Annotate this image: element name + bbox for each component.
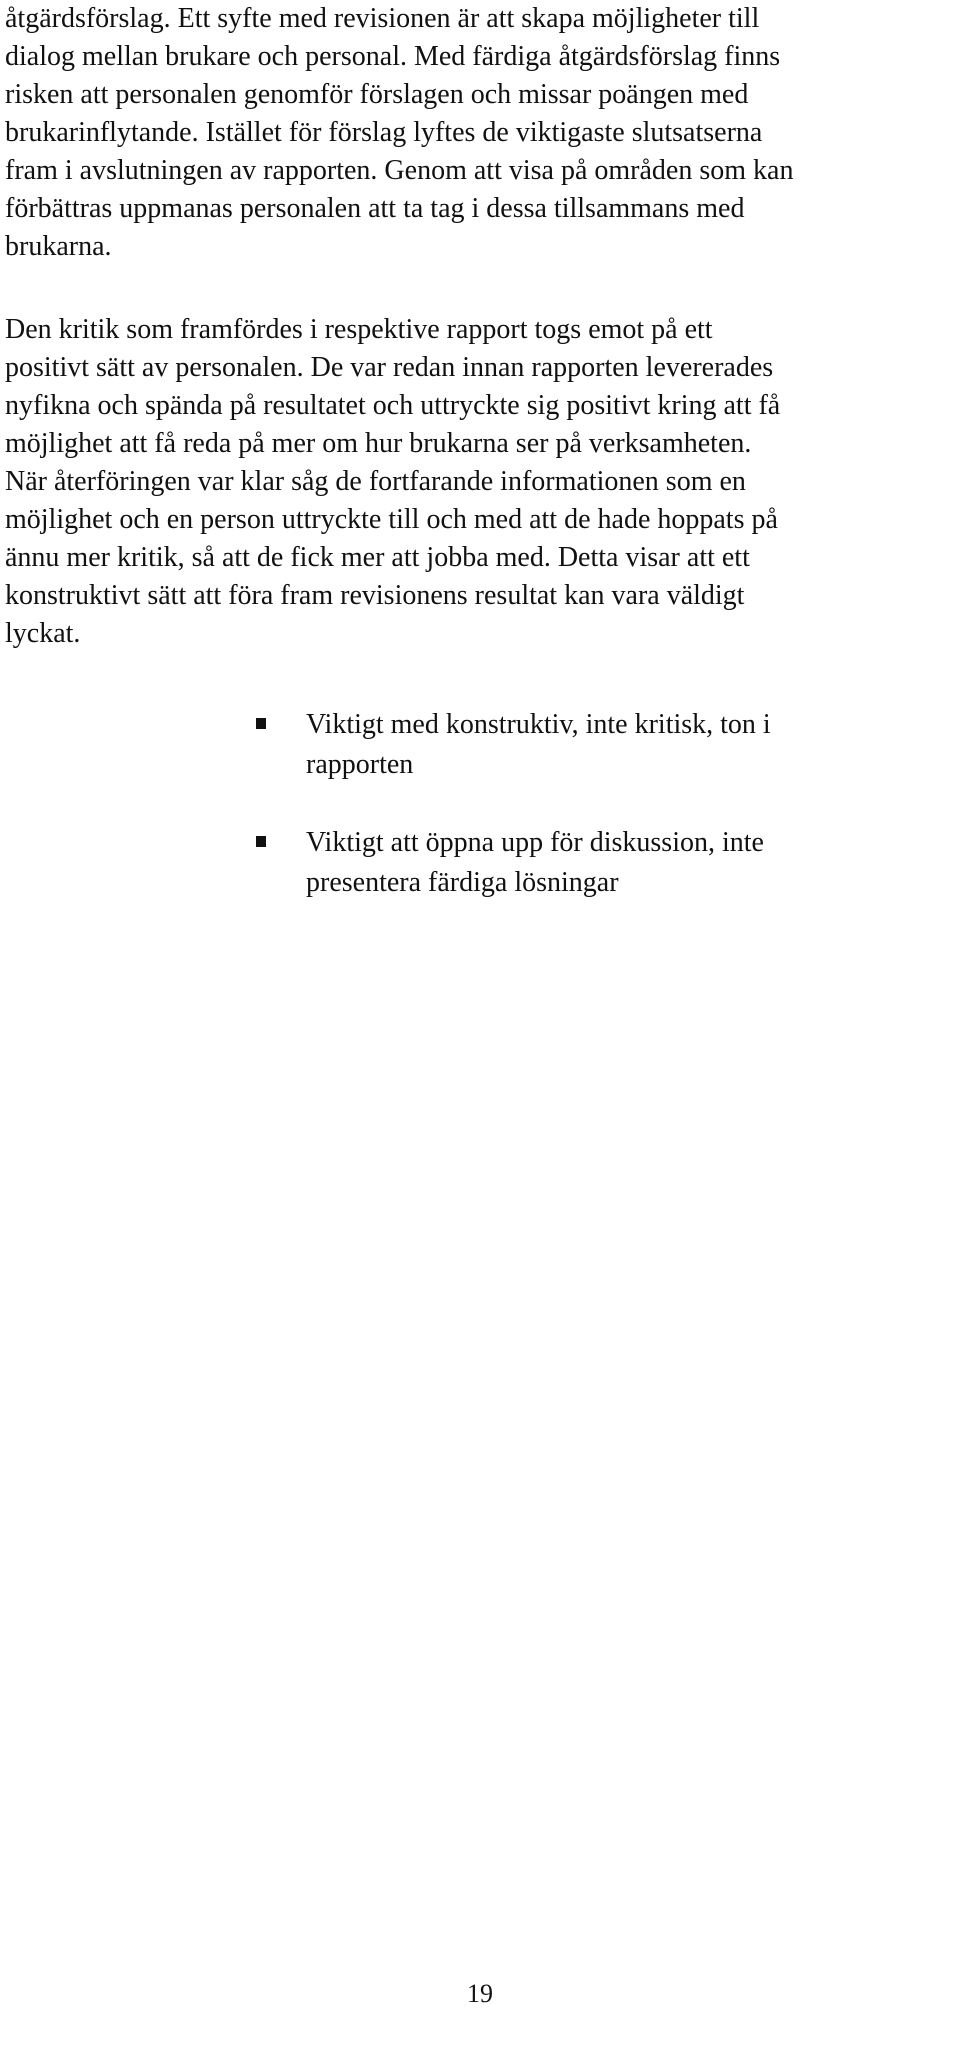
paragraph-line: nyfikna och spända på resultatet och uttryckte sig positivt kring att få: [5, 390, 781, 421]
paragraph-line: åtgärdsförslag. Ett syfte med revisionen är att skapa möjligheter till: [5, 3, 760, 34]
paragraph-line: När återföringen var klar såg de fortfarande informationen som en: [5, 466, 746, 497]
square-bullet-icon: [256, 836, 266, 847]
paragraph-line: lyckat.: [5, 618, 81, 649]
paragraph-line: möjlighet och en person uttryckte till och med att de hade hoppats på: [5, 504, 778, 535]
bullet-line: Viktigt med konstruktiv, inte kritisk, ton i: [306, 709, 771, 740]
paragraph-line: brukarna.: [5, 231, 112, 262]
paragraph-line: fram i avslutningen av rapporten. Genom att visa på områden som kan: [5, 155, 794, 186]
bullet-line: Viktigt att öppna upp för diskussion, inte: [306, 827, 764, 858]
paragraph-line: dialog mellan brukare och personal. Med färdiga åtgärdsförslag finns: [5, 41, 781, 72]
paragraph-line: brukarinflytande. Istället för förslag lyftes de viktigaste slutsatserna: [5, 117, 763, 148]
bullet-line: presentera färdiga lösningar: [306, 867, 619, 898]
bullet-text: [306, 823, 946, 903]
paragraph-line: konstruktivt sätt att föra fram revisionens resultat kan vara väldigt: [5, 580, 745, 611]
paragraph-line: Den kritik som framfördes i respektive rapport togs emot på ett: [5, 314, 713, 345]
page-number: 19: [467, 1979, 493, 2008]
square-bullet-icon: [256, 718, 266, 729]
paragraph-line: risken att personalen genomför förslagen och missar poängen med: [5, 79, 749, 110]
paragraph-line: möjlighet att få reda på mer om hur brukarna ser på verksamheten.: [5, 428, 752, 459]
bullet-text: [306, 705, 946, 785]
paragraph-1: [5, 0, 955, 266]
paragraph-line: ännu mer kritik, så att de fick mer att jobba med. Detta visar att ett: [5, 542, 750, 573]
paragraph-2: [5, 311, 955, 653]
paragraph-line: positivt sätt av personalen. De var redan innan rapporten levererades: [5, 352, 774, 383]
paragraph-line: förbättras uppmanas personalen att ta tag i dessa tillsammans med: [5, 193, 745, 224]
bullet-line: rapporten: [306, 749, 414, 780]
